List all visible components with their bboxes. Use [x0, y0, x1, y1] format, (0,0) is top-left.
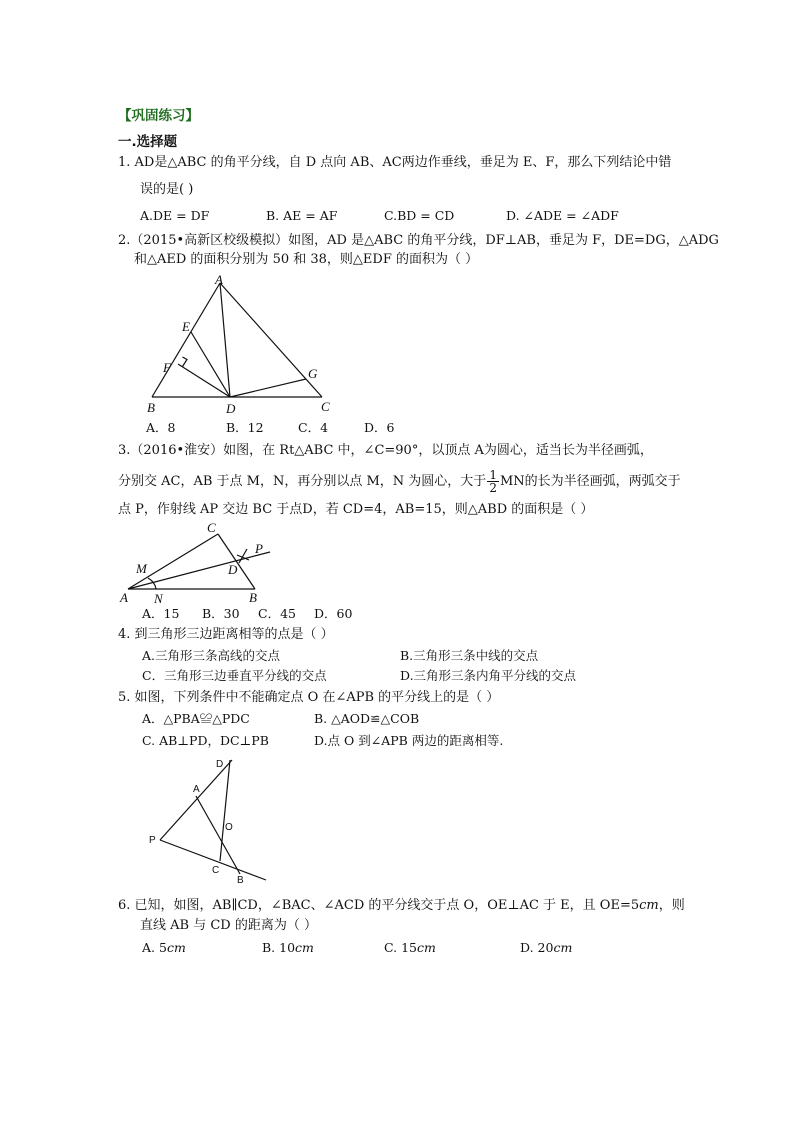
q6-option-d — [520, 940, 572, 956]
q5-option-d: D.点 O 到∠APB 两边的距离相等. — [314, 733, 504, 748]
q2-figure — [140, 272, 370, 416]
q6-line2: 直线 AB 与 CD 的距离为（ ） — [140, 918, 317, 933]
section-title: 【巩固练习】 — [118, 108, 199, 124]
q5-label-b: B — [237, 875, 244, 886]
q5-figure — [144, 756, 284, 886]
q6-line1-part2: ，则 — [658, 898, 685, 913]
q3-label-n: N — [154, 591, 163, 606]
q3-line2-part2: MN的长为半径画弧，两弧交于 — [499, 474, 681, 489]
q6-option-b-value: B. 10 — [262, 940, 296, 955]
q3-label-m: M — [136, 561, 147, 576]
q6-line1-part1: 6. 已知，如图，AB∥CD，∠BAC、∠ACD 的平分线交于点 O，OE⊥AC 于 E，且 OE=5 — [118, 898, 640, 913]
q4-line1: 4. 到三角形三边距离相等的点是（ ） — [118, 627, 334, 642]
q2-label-c: C — [321, 399, 330, 414]
q3-label-d: D — [228, 562, 238, 577]
q5-label-p: P — [149, 835, 156, 846]
q6-option-c-value: C. 15 — [384, 940, 417, 955]
q6-option-a-value: A. 5 — [142, 940, 167, 955]
q1-line1: 1. AD是△ABC 的角平分线，自 D 点向 AB、AC两边作垂线，垂足为 E、F，那么下列结论中错 — [118, 155, 672, 170]
q2-line1: 2.（2015•高新区校级模拟）如图，AD 是△ABC 的角平分线，DF⊥AB，垂足为 F，DE=DG，△ADG — [118, 233, 719, 248]
q6-option-c — [384, 940, 436, 956]
q3-line2-part1: 分别交 AC，AB 于点 M，N，再分别以点 M，N 为圆心，大于 — [118, 474, 487, 489]
q5-option-b: B. △AOD≌△COB — [314, 711, 420, 726]
q2-label-d: D — [226, 401, 236, 416]
q3-line2 — [118, 467, 681, 497]
q2-label-e: E — [182, 319, 190, 334]
q6-unit: cm — [639, 898, 659, 913]
q1-line2: 误的是( ) — [140, 182, 194, 197]
q6-line1 — [118, 898, 685, 914]
q6-option-a — [142, 940, 186, 956]
q6-option-b-unit: cm — [295, 940, 314, 955]
q5-label-a: A — [193, 784, 200, 795]
q3-label-b: B — [249, 590, 257, 605]
q4-option-d: D.三角形三条内角平分线的交点 — [400, 668, 577, 683]
q4-option-b: B.三角形三条中线的交点 — [400, 648, 539, 663]
q3-option-a: A．15 — [142, 606, 180, 621]
q3-label-c: C — [207, 520, 216, 535]
q1-option-b: B. AE = AF — [266, 208, 338, 223]
q5-option-a: A．△PBA≌△PDC — [142, 711, 250, 726]
q5-label-o: O — [225, 822, 233, 833]
q3-line3: 点 P，作射线 AP 交边 BC 于点D，若 CD=4，AB=15，则△ABD 的面积是（ ） — [118, 502, 594, 517]
q3-fraction — [487, 469, 499, 494]
q1-option-c: C.BD = CD — [384, 208, 455, 223]
q3-label-p: P — [255, 541, 263, 556]
q5-label-d: D — [216, 759, 224, 770]
q2-label-f: F — [163, 360, 171, 375]
q5-label-c: C — [212, 865, 220, 876]
q3-line1: 3.（2016•淮安）如图，在 Rt△ABC 中，∠C=90°，以顶点 A为圆心，适当长为半径画弧， — [118, 443, 653, 458]
q3-option-c: C．45 — [258, 606, 296, 621]
q5-line1: 5. 如图，下列条件中不能确定点 O 在∠APB 的平分线上的是（ ） — [118, 690, 500, 705]
q1-option-a: A.DE = DF — [140, 208, 210, 223]
q2-option-d: D．6 — [364, 420, 395, 435]
q1-option-d: D. ∠ADE = ∠ADF — [506, 208, 619, 223]
subsection-title: 一.选择题 — [118, 134, 178, 150]
q2-label-a: A — [215, 272, 223, 287]
q4-option-c: C．三角形三边垂直平分线的交点 — [142, 668, 327, 683]
q2-label-b: B — [147, 400, 155, 415]
q2-label-g: G — [308, 366, 318, 381]
q3-label-a: A — [120, 590, 128, 605]
q3-option-d: D．60 — [314, 606, 353, 621]
q2-option-b: B．12 — [226, 420, 264, 435]
q4-option-a: A.三角形三条高线的交点 — [142, 648, 281, 663]
q2-line2: 和△AED 的面积分别为 50 和 38，则△EDF 的面积为（ ） — [134, 252, 479, 267]
q6-option-a-unit: cm — [166, 940, 186, 955]
q2-option-c: C．4 — [298, 420, 329, 435]
q3-option-b: B．30 — [202, 606, 240, 621]
q6-option-c-unit: cm — [416, 940, 436, 955]
q6-option-b — [262, 940, 314, 956]
q2-option-a: A．8 — [146, 420, 176, 435]
q3-fraction-num: 1 — [489, 468, 497, 482]
q6-option-d-unit: cm — [553, 940, 573, 955]
q6-option-d-value: D. 20 — [520, 940, 554, 955]
q5-option-c: C. AB⊥PD，DC⊥PB — [142, 733, 269, 748]
q3-fraction-den: 2 — [489, 481, 497, 495]
q3-figure — [118, 518, 278, 608]
